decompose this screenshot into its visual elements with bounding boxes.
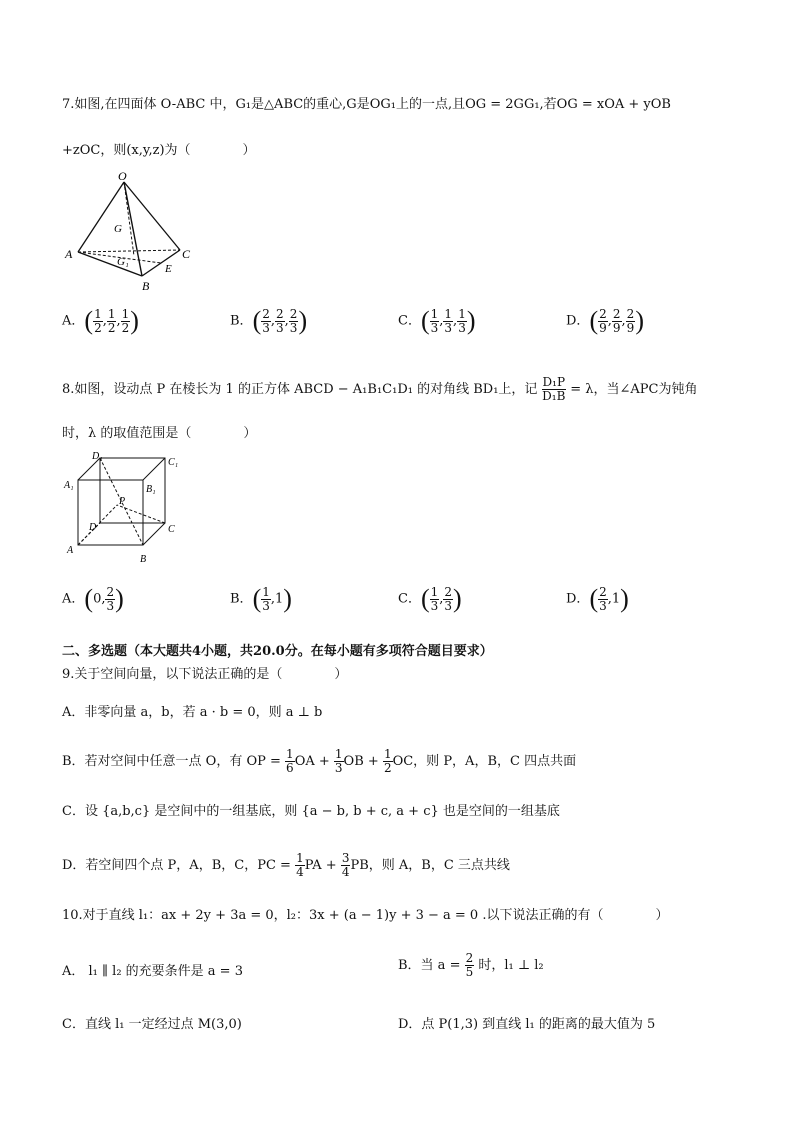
tetrahedron-figure (62, 170, 202, 295)
q9-stem: 9.关于空间向量，以下说法正确的是（ ） (62, 667, 348, 682)
q7-stem-line1: 7.如图,在四面体 O-ABC 中，G₁是△ABC的重心,G是OG₁上的一点,且OG = 2GG₁,若OG = xOA + yOB (62, 97, 671, 112)
q8-stem-line1: 8.如图，设动点 P 在棱长为 1 的正方体 ABCD − A₁B₁C₁D₁ 的对角线 BD₁上，记 $\frac{\text{D₁P}}{\text{D₁B}}$ = λ，当∠APC为钝角 (62, 375, 698, 403)
label-C: C (168, 524, 175, 535)
label-E: E (165, 263, 172, 275)
q8-option-d[interactable]: D．( $\frac{2}{3}$ ,1) (566, 584, 629, 613)
q8-option-c[interactable]: C．( $\frac{1}{3}$ , $\frac{2}{3}$ ) (398, 584, 462, 613)
q7-stem-line2: +zOC，则(x,y,z)为（ ） (62, 143, 256, 158)
label-B: B (140, 554, 147, 565)
q8-option-a[interactable]: A．(0, $\frac{2}{3}$ ) (62, 584, 124, 613)
label-A1: A₁ (64, 480, 74, 491)
q10-stem: 10.对于直线 l₁：ax + 2y + 3a = 0，l₂：3x + (a − 1)y + 3 − a = 0 .以下说法正确的有（ ） (62, 908, 669, 923)
q7-option-c[interactable]: C．( $\frac{1}{3}$ , $\frac{1}{3}$ , $\frac{1}{3}$ ) (398, 306, 476, 335)
q7-option-a[interactable]: A．( $\frac{1}{2}$ , $\frac{1}{2}$ , $\frac{1}{2}$ ) (62, 306, 139, 335)
label-C: C (182, 247, 191, 261)
q7-option-b[interactable]: B．( $\frac{2}{3}$ , $\frac{2}{3}$ , $\frac{2}{3}$ ) (230, 306, 308, 335)
label-C1: C₁ (168, 457, 179, 468)
label-A: A (65, 247, 73, 261)
label-G: G (114, 223, 122, 235)
q10-option-d[interactable]: D．点 P(1,3) 到直线 l₁ 的距离的最大值为 5 (398, 1017, 656, 1032)
label-G1: G₁ (117, 256, 129, 268)
q9-option-c[interactable]: C．设 {a,b,c} 是空间中的一组基底，则 {a − b, b + c, a + c} 也是空间的一组基底 (62, 804, 560, 819)
q10-option-c[interactable]: C．直线 l₁ 一定经过点 M(3,0) (62, 1017, 242, 1032)
q8-option-b[interactable]: B．( $\frac{1}{3}$ ,1) (230, 584, 292, 613)
label-D: D (89, 522, 97, 533)
q10-option-b[interactable]: B．当 a = $\frac{2}{5}$ 时，l₁ ⊥ l₂ (398, 951, 544, 979)
q8-stem-line2: 时，λ 的取值范围是（ ） (62, 426, 257, 441)
q9-option-d[interactable]: D．若空间四个点 P，A，B，C，PC = $\frac{1}{4}$ PA + $\frac{3}{4}$ PB，则 A，B，C 三点共线 (62, 851, 510, 879)
label-B: B (142, 279, 150, 293)
label-O: O (118, 170, 127, 183)
cube-figure (62, 450, 192, 568)
label-B1: B₁ (146, 484, 156, 495)
q9-option-b[interactable]: B．若对空间中任意一点 O，有 OP = $\frac{1}{6}$ OA + $\frac{1}{3}$ OB + $\frac{1}{2}$ OC，则 P，A，B，C 四点共面 (62, 747, 577, 775)
section-heading: 二、多选题（本大题共4小题，共20.0分。在每小题有多项符合题目要求） (62, 644, 493, 659)
q10-option-a[interactable]: A． l₁ ∥ l₂ 的充要条件是 a = 3 (62, 964, 243, 979)
label-D1: D₁ (92, 451, 103, 462)
q9-option-a[interactable]: A．非零向量 a，b，若 a · b = 0，则 a ⊥ b (62, 705, 323, 720)
q7-option-d[interactable]: D．( $\frac{2}{9}$ , $\frac{2}{9}$ , $\frac{2}{9}$ ) (566, 306, 644, 335)
label-P: P (119, 496, 126, 507)
label-A: A (67, 545, 74, 556)
